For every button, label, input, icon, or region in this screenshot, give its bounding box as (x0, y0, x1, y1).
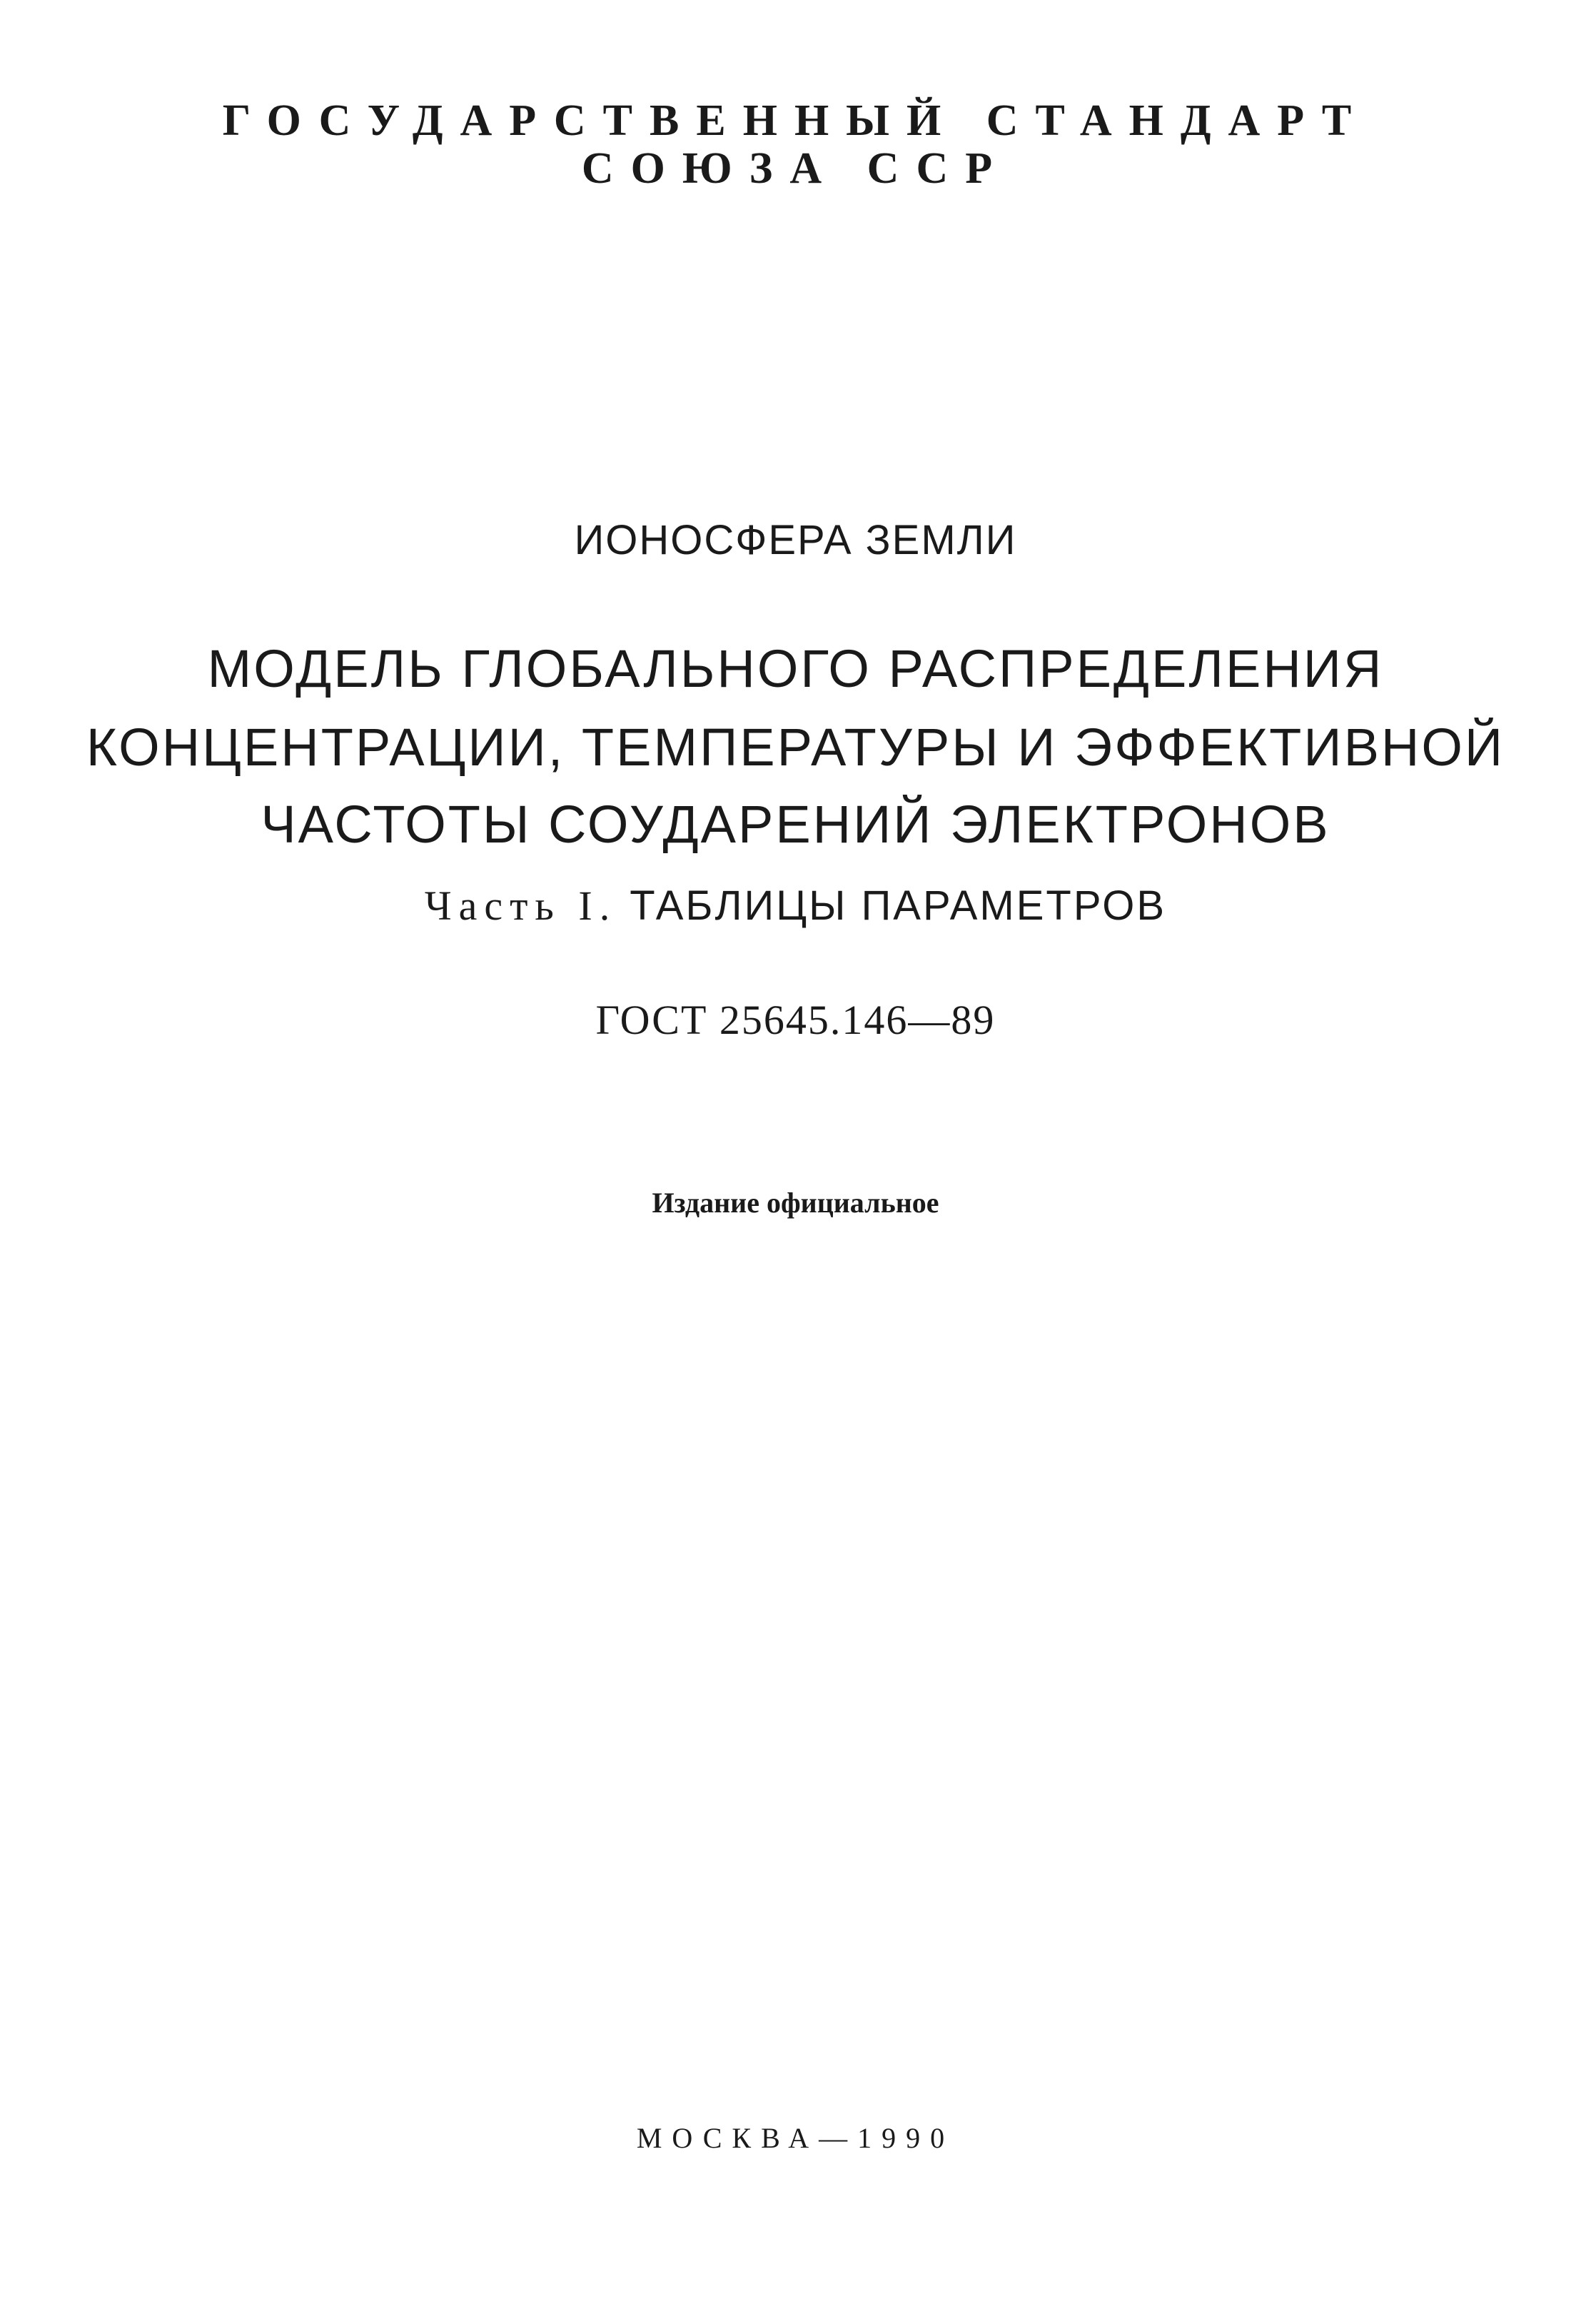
header-state-standard: ГОСУДАРСТВЕННЫЙ СТАНДАРТ (222, 96, 1369, 145)
part-heading (0, 882, 1591, 929)
header-union: СОЮЗА ССР (581, 144, 1010, 193)
document-title-line-1: МОДЕЛЬ ГЛОБАЛЬНОГО РАСПРЕДЕЛЕНИЯ (207, 639, 1384, 698)
document-title-line-3: ЧАСТОТЫ СОУДАРЕНИЙ ЭЛЕКТРОНОВ (261, 795, 1330, 854)
imprint-city-year: МОСКВА—1990 (636, 2122, 955, 2154)
section-title: ИОНОСФЕРА ЗЕМЛИ (574, 517, 1017, 563)
part-title: ТАБЛИЦЫ ПАРАМЕТРОВ (630, 882, 1167, 929)
edition-note: Издание официальное (652, 1187, 939, 1219)
part-label: Часть I. (424, 882, 617, 929)
gost-designation: ГОСТ 25645.146—89 (595, 997, 996, 1043)
document-title-line-2: КОНЦЕНТРАЦИИ, ТЕМПЕРАТУРЫ И ЭФФЕКТИВНОЙ (86, 718, 1505, 777)
